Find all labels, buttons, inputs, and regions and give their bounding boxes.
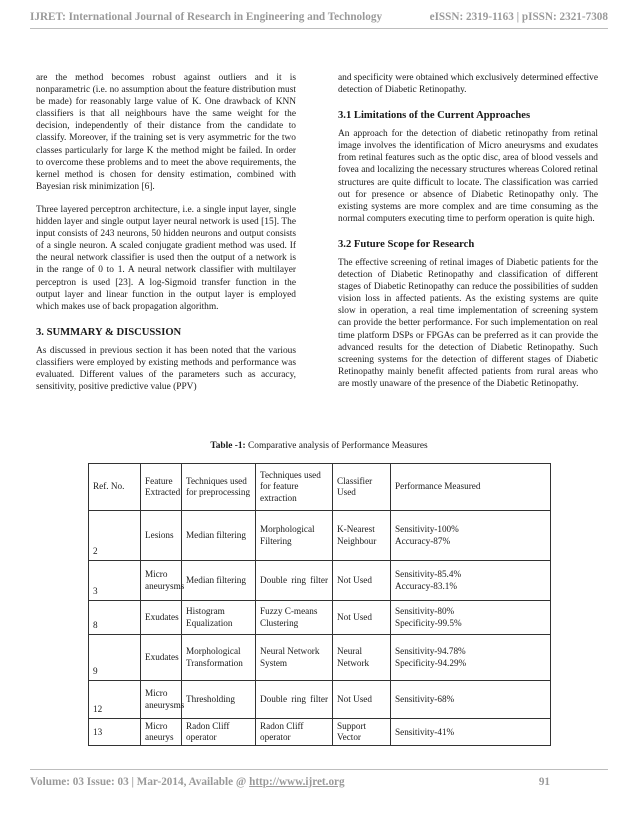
column-header: Techniques used for preprocessing (182, 464, 256, 511)
preprocessing-cell: Median filtering (182, 561, 256, 601)
classifier-cell: Not Used (333, 681, 391, 719)
table-row (89, 635, 551, 681)
ref-cell: 3 (89, 561, 141, 601)
paragraph: are the method becomes robust against outliers and it is nonparametric (i.e. no assumption about the feature distribution must be made) for reasonably large value of K. One drawback of KNN classifiers is that all neighbours have the same weight for the decision, independently of their distance from the candidate to classify. Moreover, if the training set is very asymmetric for the two classes particularly for large K the method might be failed. In order to overcome these problems and to meet the above requirements, the kernel method is chosen for density estimation, combined with Bayesian risk minimization [6]. (36, 73, 296, 192)
journal-url-link[interactable]: http://www.ijret.org (249, 776, 345, 788)
feature-cell: Micro aneurysms (141, 561, 182, 601)
feature-cell: Lesions (141, 511, 182, 561)
ref-cell: 12 (89, 681, 141, 719)
extraction-cell: Radon Cliff operator (256, 719, 333, 746)
paragraph: and specificity were obtained which exclusively determined effective detection of Diabetic Retinopathy. (338, 73, 598, 96)
classifier-cell: Support Vector (333, 719, 391, 746)
footer-volume-text: Volume: 03 Issue: 03 | Mar-2014, Available @ (30, 776, 250, 788)
extraction-cell: Double ring filter (256, 681, 333, 719)
column-header: Techniques used for feature extraction (256, 464, 333, 511)
page-header (30, 6, 608, 29)
journal-title: IJRET: International Journal of Research in Engineering and Technology (30, 11, 383, 23)
table-caption-text: Comparative analysis of Performance Measures (245, 441, 428, 451)
feature-cell: Micro aneurys (141, 719, 182, 746)
classifier-cell: Neural Network (333, 635, 391, 681)
table-row (89, 719, 551, 746)
table-header-row (89, 464, 551, 511)
ref-cell: 9 (89, 635, 141, 681)
preprocessing-cell: Median filtering (182, 511, 256, 561)
classifier-cell: Not Used (333, 561, 391, 601)
column-header: Classifier Used (333, 464, 391, 511)
ref-cell: 8 (89, 601, 141, 635)
table-row (89, 511, 551, 561)
table-row (89, 681, 551, 719)
paragraph: An approach for the detection of diabetic retinopathy from retinal image involves the identification of Micro aneurysms and exudates from retinal features such as the optic disc, area of blood vessels and fovea and localizing the necessary structures whereas Colored retinal structures are quite difficult to locate. The classification was carried out for presence or absence of Diabetic Retinopathy only. The existing systems are more complex and are time consuming as the normal computers executing time to perform operation is quite high. (338, 129, 598, 224)
classifier-cell: K-Nearest Neighbour (333, 511, 391, 561)
column-header: Performance Measured (391, 464, 551, 511)
table-row (89, 601, 551, 635)
extraction-cell: Double ring filter (256, 561, 333, 601)
right-column (338, 72, 598, 401)
feature-cell: Micro aneurysms (141, 681, 182, 719)
page-footer (30, 769, 608, 794)
column-header: Ref. No. (89, 464, 141, 511)
extraction-cell: Fuzzy C-means Clustering (256, 601, 333, 635)
table-caption-label: Table -1: (210, 441, 246, 451)
extraction-cell: Neural Network System (256, 635, 333, 681)
left-column (36, 72, 296, 404)
preprocessing-cell: Morphological Transformation (182, 635, 256, 681)
paragraph: Three layered perceptron architecture, i.e. a single input layer, single hidden layer and single output layer neural network is used [15]. The input consists of 243 neurons, 50 hidden neurons and output consists of a single neuron. A scaled conjugate gradient method was used. If the neural network classifier is used then the output of a network is in the range of 0 to 1. A neural network classifier with multilayer perceptron is used [23]. A log-Sigmoid transfer function in the output layer and linear function in the output layer is employed which makes use of back propagation algorithm. (36, 204, 296, 312)
paragraph: The effective screening of retinal images of Diabetic patients for the detection of Diabetic Retinopathy and classification of different stages of Diabetic Retinopathy can reduce the possibilities of sudden vision loss in affected patients. As the existing systems are quite slow in operation, a real time implementation of screening system can provide the better performance. For such implementation on real time platform DSPs or FPGAs can be preferred as it can provide the advanced results for the detection of Diabetic Retinopathy. Such screening systems for the detection of different stages of Diabetic Retinopathy mainly benefit affected patients from rural areas who are mostly unaware of the presence of the Diabetic Retinopathy. (338, 257, 598, 389)
ref-cell: 2 (89, 511, 141, 561)
table-row (89, 561, 551, 601)
preprocessing-cell: Radon Cliff operator (182, 719, 256, 746)
feature-cell: Exudates (141, 601, 182, 635)
extraction-cell: Morphological Filtering (256, 511, 333, 561)
paragraph: As discussed in previous section it has been noted that the various classifiers were employed by existing methods and performance was evaluated. Different values of the parameters such as accuracy, sensitivity, positive predictive value (PPV) (36, 345, 296, 393)
classifier-cell: Not Used (333, 601, 391, 635)
performance-cell: Sensitivity-80% Specificity-99.5% (391, 601, 551, 635)
footer-volume-info (30, 776, 345, 788)
performance-cell: Sensitivity-68% (391, 681, 551, 719)
ref-cell: 13 (89, 719, 141, 746)
preprocessing-cell: Histogram Equalization (182, 601, 256, 635)
column-header: Feature Extracted (141, 464, 182, 511)
performance-cell: Sensitivity-94.78% Specificity-94.29% (391, 635, 551, 681)
section-heading: 3.1 Limitations of the Current Approaches (338, 110, 531, 122)
section-heading: 3. SUMMARY & DISCUSSION (36, 326, 182, 338)
performance-cell: Sensitivity-41% (391, 719, 551, 746)
performance-cell: Sensitivity-100% Accuracy-87% (391, 511, 551, 561)
performance-cell: Sensitivity-85.4% Accuracy-83.1% (391, 561, 551, 601)
page-number: 91 (538, 776, 550, 788)
performance-table (88, 463, 551, 746)
preprocessing-cell: Thresholding (182, 681, 256, 719)
feature-cell: Exudates (141, 635, 182, 681)
table-caption (0, 441, 638, 451)
section-heading: 3.2 Future Scope for Research (338, 238, 475, 250)
issn-label: eISSN: 2319-1163 | pISSN: 2321-7308 (429, 11, 608, 23)
